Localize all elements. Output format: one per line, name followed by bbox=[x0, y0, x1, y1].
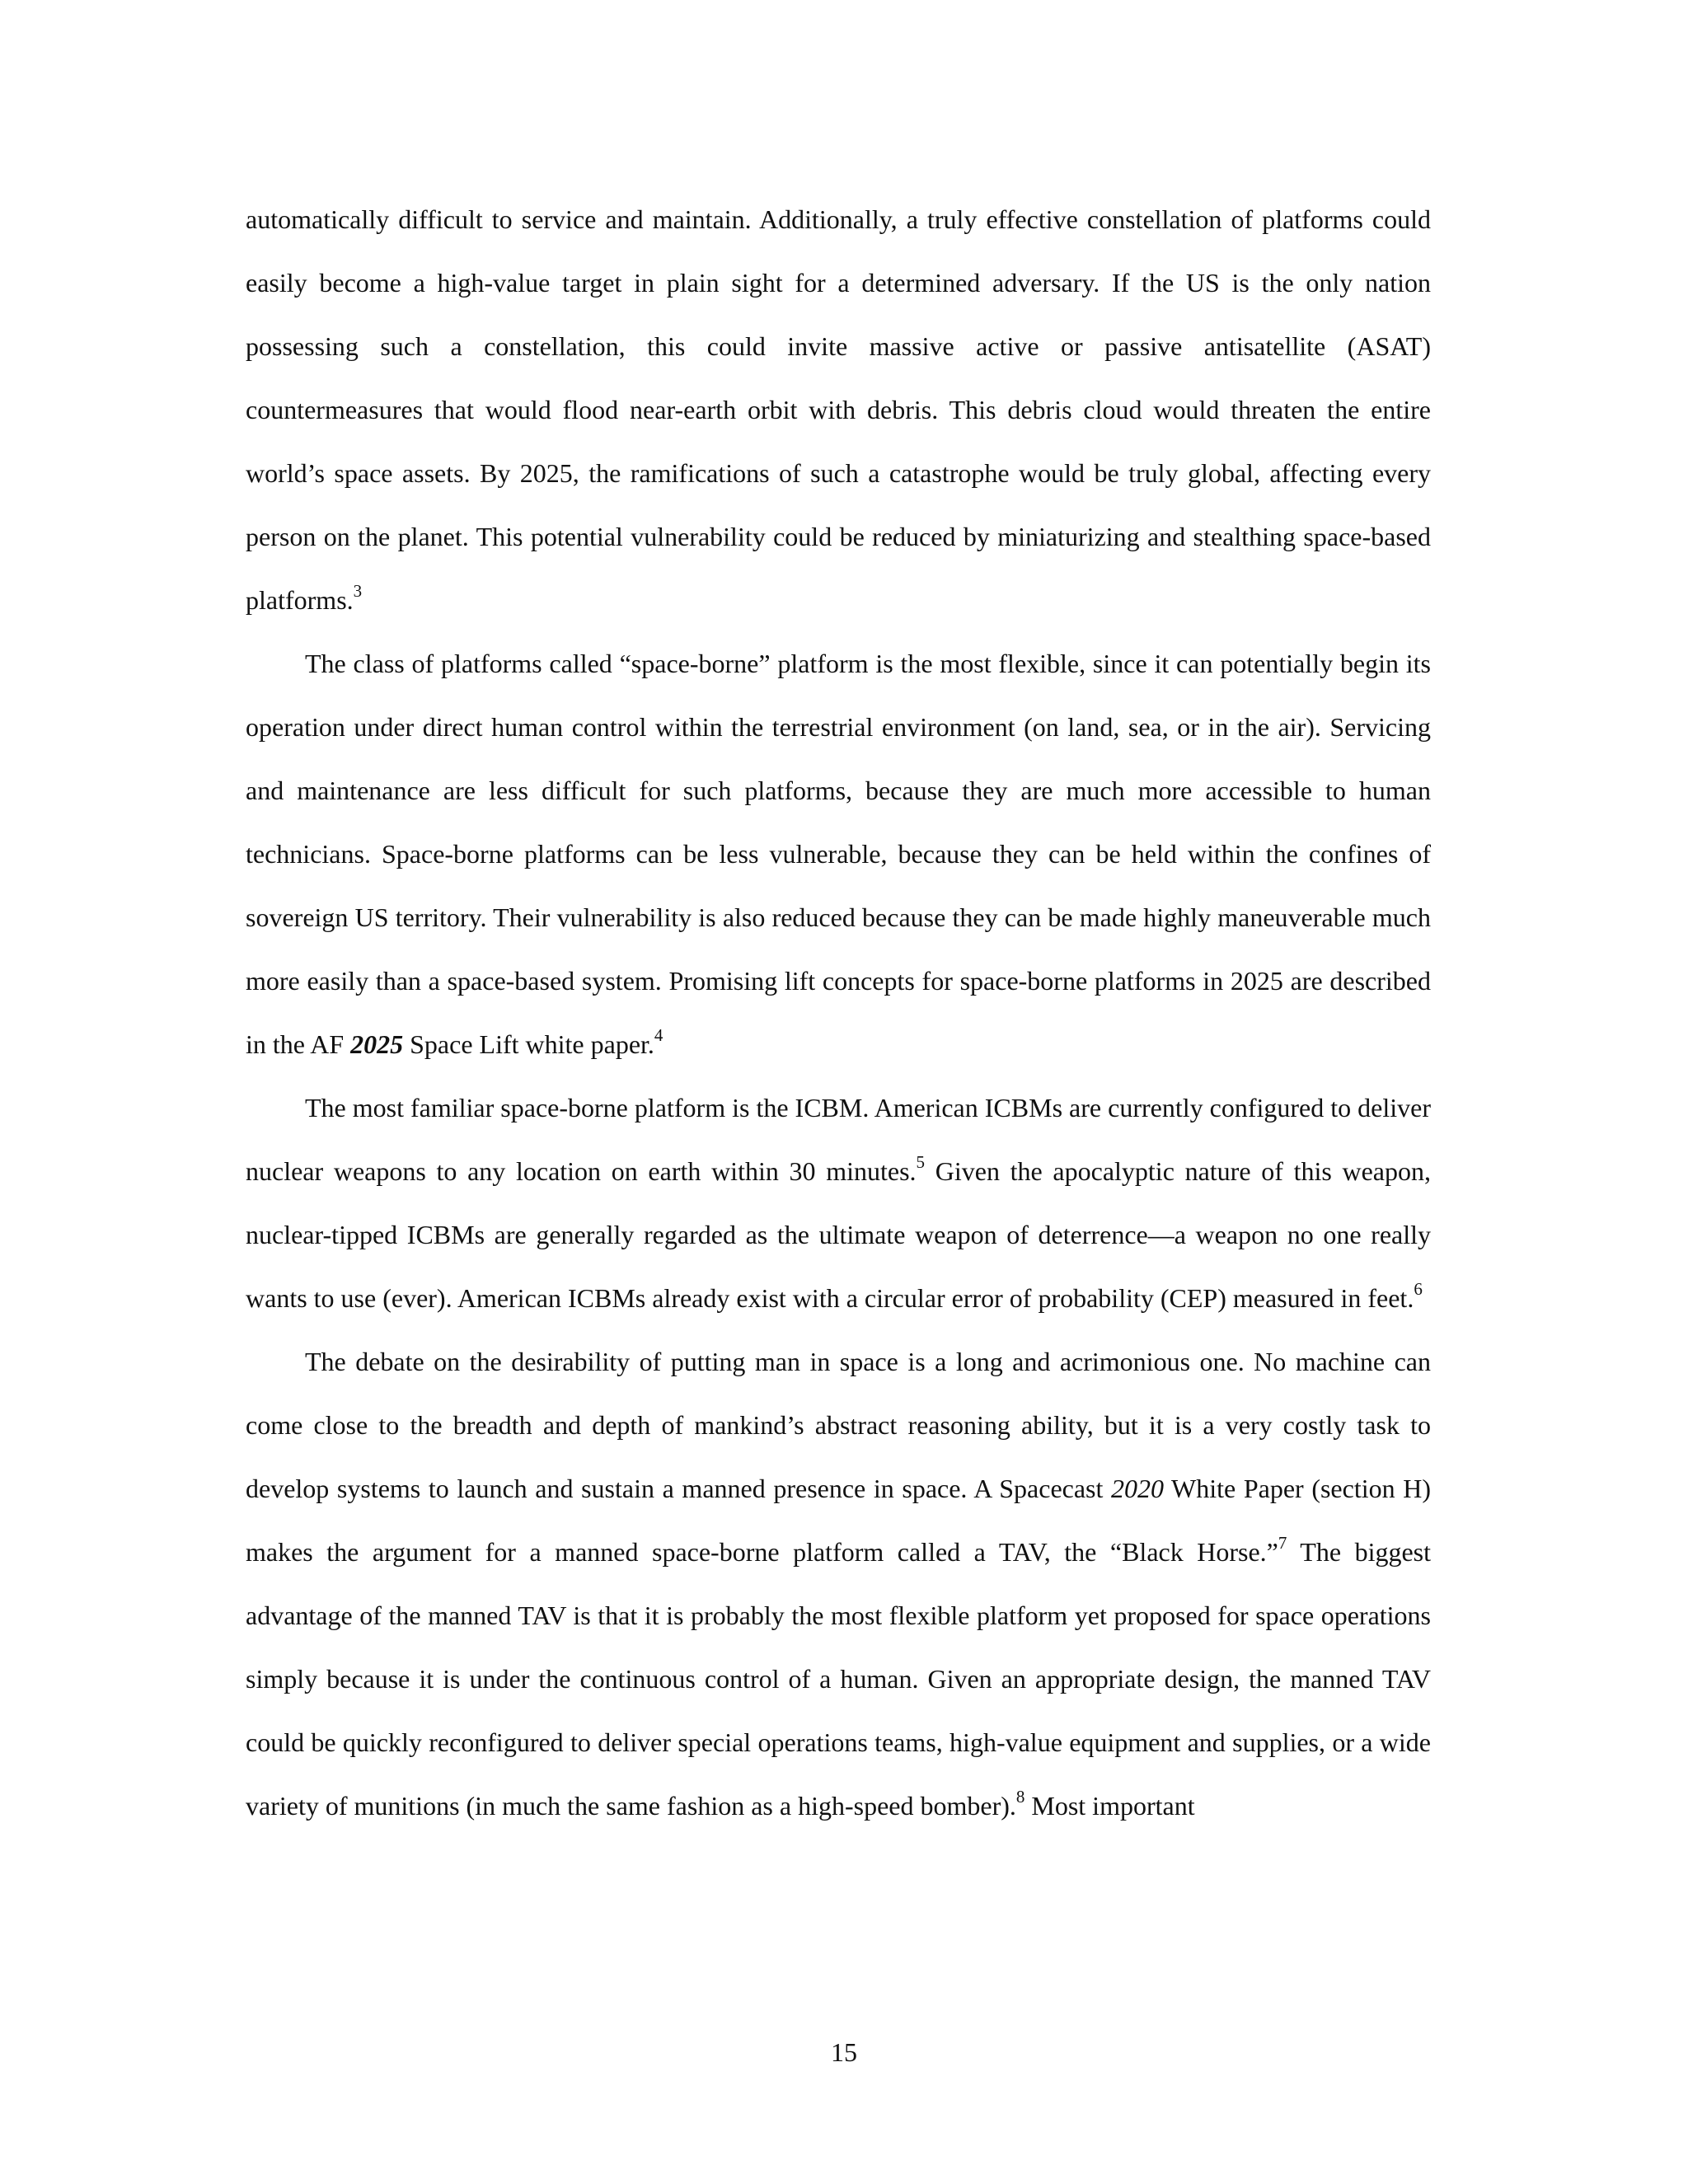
paragraph-2-text-1: The class of platforms called “space-borne” platform is the most flexible, since it can potentially begin its operation under direct human control within the terrestrial environment (on land, sea, or in the air). Servicing and maintenance are less difficult for such platforms, because they are much more accessible to human technicians. Space-borne platforms can be less vulnerable, because they can be held within the confines of sovereign US territory. Their vulnerability is also reduced because they can be made highly maneuverable much more easily than a space-based system. Promising lift concepts for space-borne platforms in 2025 are described in the AF bbox=[246, 649, 1431, 1059]
paragraph-1-text-1: automatically difficult to service and maintain. Additionally, a truly effective constellation of platforms could easily become a high-value target in plain sight for a determined adversary. If the US is the only nation possessing such a constellation, this could invite massive active or passive antisatellite (ASAT) countermeasures that would flood near-earth orbit with debris. This debris cloud would threaten the entire world’s space assets. By 2025, the ramifications of such a catastrophe would be truly global, affecting every person on the planet. This potential vulnerability could be reduced by miniaturizing and stealthing space-based platforms. bbox=[246, 204, 1431, 615]
paragraph-4-text-3: The biggest advantage of the manned TAV is that it is probably the most flexible platform yet proposed for space operations simply because it is under the continuous control of a human. Given an appropriate design, the manned TAV could be quickly reconfigured to deliver special operations teams, high-value equipment and supplies, or a wide variety of munitions (in much the same fashion as a high-speed bomber). bbox=[246, 1537, 1432, 1821]
paragraph-2-text-2: Space Lift white paper. bbox=[403, 1029, 654, 1059]
page-number: 15 bbox=[831, 2037, 857, 2067]
footnote-marker-4: 4 bbox=[654, 1025, 663, 1045]
paragraph-1 bbox=[246, 188, 1431, 632]
body-text bbox=[246, 188, 1431, 1838]
paragraph-4-text-1: The debate on the desirability of putting man in space is a long and acrimonious one. No machine can come close to the breadth and depth of mankind’s abstract reasoning ability, but it is a very costly task to develop systems to launch and sustain a manned presence in space. A Spacecast bbox=[246, 1347, 1431, 1503]
footnote-marker-6: 6 bbox=[1414, 1279, 1423, 1299]
paragraph-2-emphasis-2025: 2025 bbox=[350, 1029, 404, 1059]
paragraph-4-text-2: White Paper (section H) makes the argument for a manned space-borne platform called a TAV, the “Black Horse.” bbox=[246, 1474, 1432, 1567]
paragraph-3-text-1: The most familiar space-borne platform is the ICBM. American ICBMs are currently configured to deliver nuclear weapons to any location on earth within 30 minutes. bbox=[246, 1093, 1431, 1186]
paragraph-4-emphasis-2020: 2020 bbox=[1111, 1474, 1165, 1503]
paragraph-3 bbox=[246, 1076, 1431, 1330]
paragraph-4-text-4: Most important bbox=[1025, 1791, 1195, 1821]
footnote-marker-5: 5 bbox=[916, 1152, 926, 1172]
paragraph-4 bbox=[246, 1330, 1431, 1838]
footnote-marker-7: 7 bbox=[1278, 1533, 1287, 1553]
paragraph-3-text-2: Given the apocalyptic nature of this weapon, nuclear-tipped ICBMs are generally regarded as the ultimate weapon of deterrence—a weapon no one really wants to use (ever). American ICBMs already exist with a circular error of probability (CEP) measured in feet. bbox=[246, 1156, 1431, 1313]
footnote-marker-3: 3 bbox=[353, 581, 363, 601]
footnote-marker-8: 8 bbox=[1015, 1787, 1025, 1807]
paragraph-2 bbox=[246, 632, 1431, 1076]
